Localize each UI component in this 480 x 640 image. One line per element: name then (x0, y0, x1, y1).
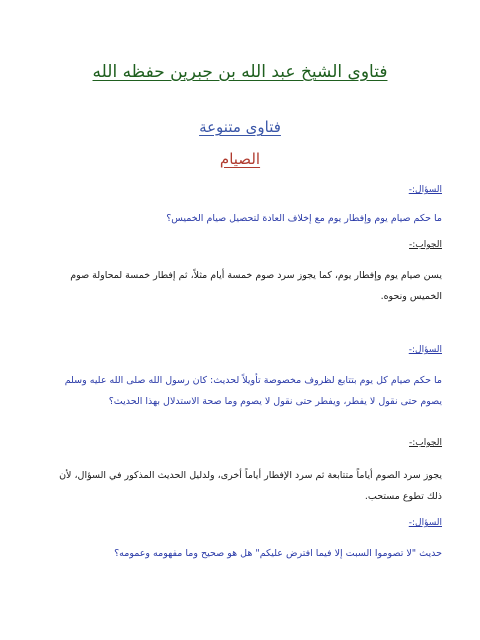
question-text: ما حكم صيام يوم وإفطار يوم مع إخلاف العادة لتحصيل صيام الخميس؟ (166, 213, 442, 224)
question-label: السؤال:- (408, 185, 442, 195)
question-label: السؤال:- (408, 345, 442, 355)
answer-text: يسن صيام يوم وإفطار يوم، كما يجوز سرد صوم خمسة أيام مثلاً، ثم إفطار خمسة لمحاولة صوم الخميس ونحوه. (70, 270, 442, 302)
question-text: حديث "لا تصوموا السبت إلا فيما افترض عليكم" هل هو صحيح وما مفهومه وعمومه؟ (114, 548, 442, 559)
answer-text: يجوز سرد الصوم أياماً متتابعة ثم سرد الإفطار أياماً أخرى، ولدليل الحديث المذكور في السؤال، لأن ذلك تطوع مستحب. (59, 470, 442, 502)
section-title: فتاوى متنوعة (199, 118, 281, 136)
answer-label: الجواب:- (409, 438, 442, 448)
answer-label: الجواب:- (409, 240, 442, 250)
question-text: ما حكم صيام كل يوم بتتابع لظروف مخصوصة تأويلاً لحديث: كان رسول الله صلى الله عليه وسلم يصوم حتى نقول لا يفطر، ويفطر حتى نقول لا يصوم وما صحة الاستدلال بهذا الحديث؟ (64, 375, 442, 407)
question-label: السؤال:- (408, 518, 442, 528)
subsection-title: الصيام (219, 150, 261, 168)
document-title: فتاوى الشيخ عبد الله بن جبرين حفظه الله (92, 62, 388, 82)
